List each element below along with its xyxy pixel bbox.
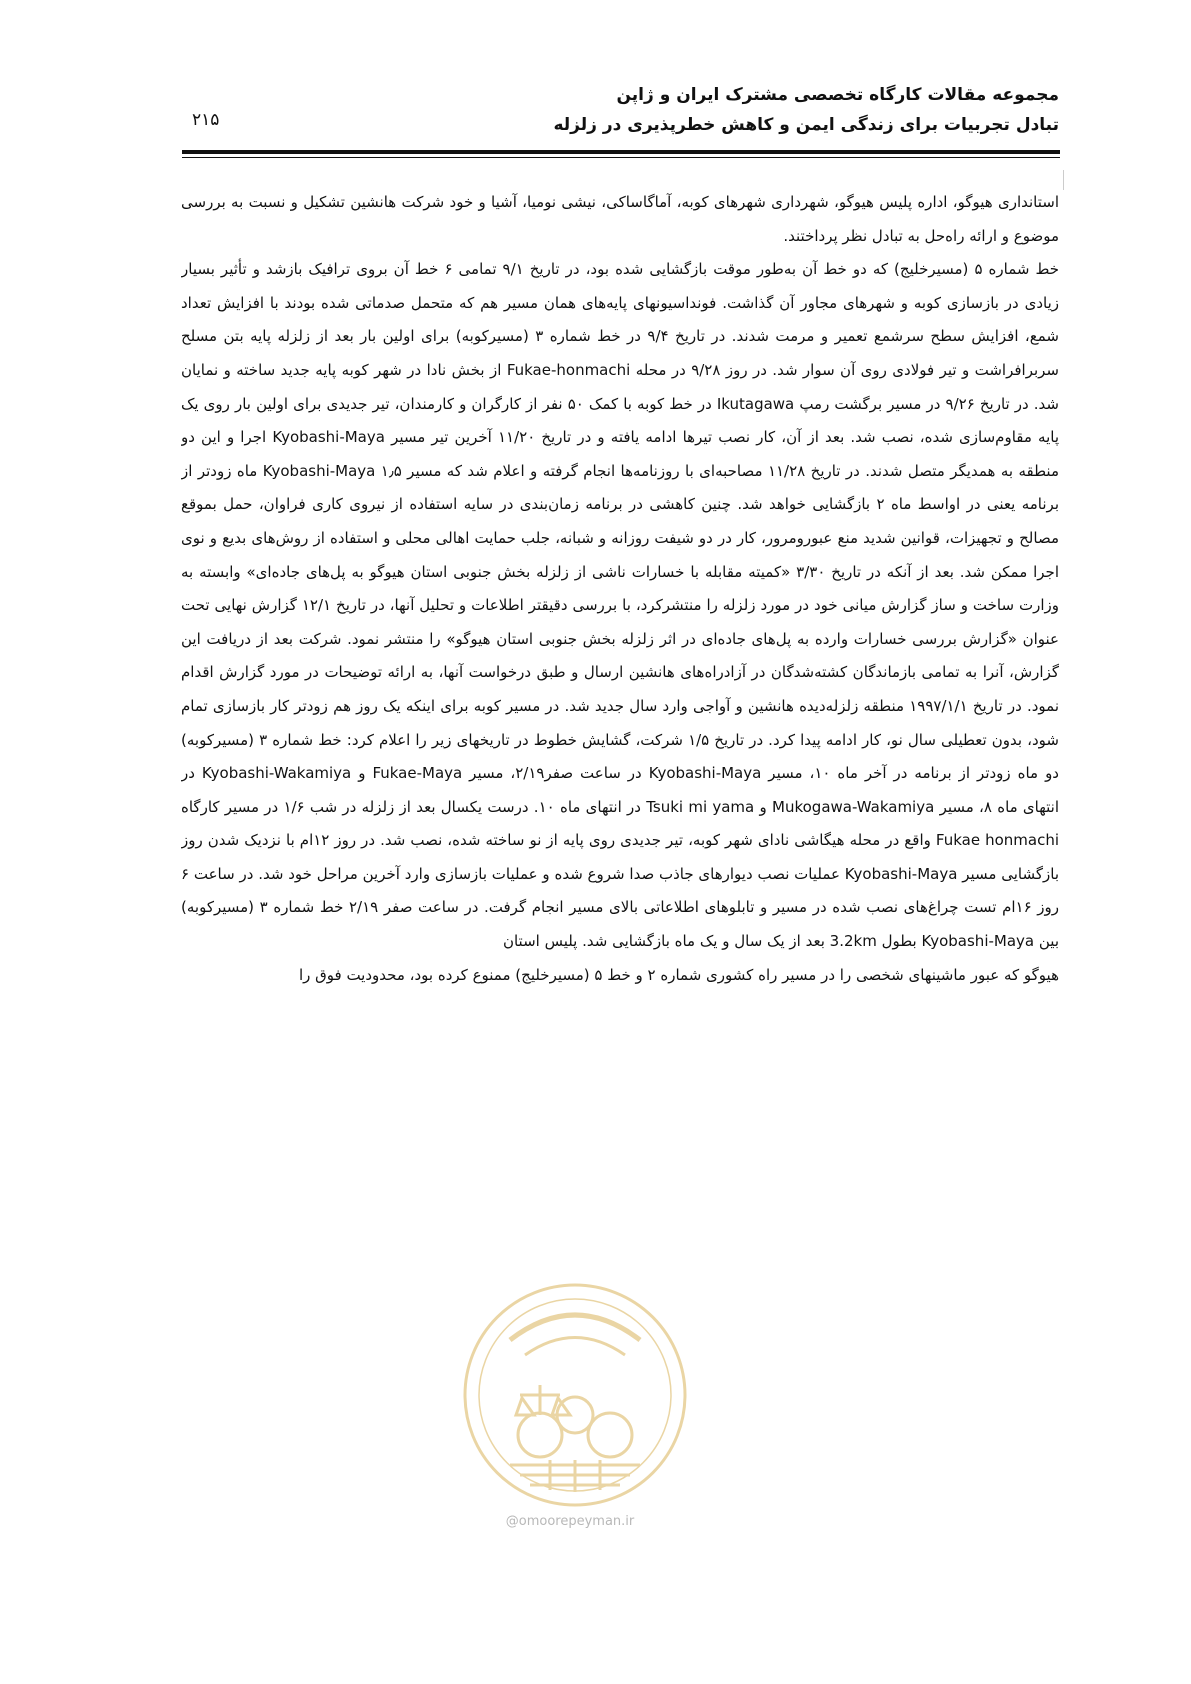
running-header: [339, 80, 1059, 140]
header-title-line2: تبادل تجربیات برای زندگی ایمن و کاهش خطرپذیری در زلزله: [553, 115, 1059, 135]
body-text: [181, 186, 1059, 1336]
header-rule-thin: [182, 157, 1060, 158]
body-paragraph: خط شماره ۵ (مسیرخلیج) که دو خط آن به‌طور موقت بازگشایی شده بود، در تاریخ ۹/۱ تمامی ۶ خط آن بروی ترافیک بازشد و تأثیر بسیار زیادی در بازسازی کوبه و شهرهای مجاور آن گذاشت. فونداسیونهای پایه‌های همان مسیر هم که متحمل صدماتی شده بودند با افزایش تعداد شمع، افزایش سطح سرشمع تعمیر و مرمت شدند. در تاریخ ۹/۴ در خط شماره ۳ (مسیرکوبه) برای اولین بار بعد از زلزله پایه بتن مسلح سربرافراشت و تیر فولادی روی آن سوار شد. در روز ۹/۲۸ در محله Fukae-honmachi از بخش نادا در شهر کوبه پایه جدید ساخته و نمایان شد. در تاریخ ۹/۲۶ در مسیر برگشت رمپ Ikutagawa در خط کوبه با کمک ۵۰ نفر از کارگران و کارمندان، تیر جدیدی برای اولین بار روی یک پایه مقاوم‌سازی شده، نصب شد. بعد از آن، کار نصب تیرها ادامه یافته و در تاریخ ۱۱/۲۰ آخرین تیر مسیر Kyobashi-Maya اجرا و این دو منطقه به همدیگر متصل شدند. در تاریخ ۱۱/۲۸ مصاحبه‌ای با روزنامه‌ها انجام گرفته و اعلام شد که مسیر Kyobashi-Maya ۱٫۵ ماه زودتر از برنامه یعنی در اواسط ماه ۲ بازگشایی خواهد شد. چنین کاهشی در برنامه زمان‌بندی در سایه استفاده از نیروی کاری فراوان، حمل بموقع مصالح و تجهیزات، قوانین شدید منع عبورومرور، کار در دو شیفت روزانه و شبانه، جلب حمایت اهالی محلی و استفاده از روش‌های بدیع و نوی اجرا ممکن شد. بعد از آنکه در تاریخ ۳/۳۰ «کمیته مقابله با خسارات ناشی از زلزله بخش جنوبی استان هیوگو به پل‌های جاده‌ای» وابسته به وزارت ساخت و ساز گزارش میانی خود در مورد زلزله را منتشرکرد، با بررسی دقیقتر اطلاعات و تحلیل آنها، در تاریخ ۱۲/۱ گزارش نهایی تحت عنوان «گزارش بررسی خسارات وارده به پل‌های جاده‌ای در اثر زلزله بخش جنوبی استان هیوگو» را منتشر نمود. شرکت بعد از دریافت این گزارش، آنرا به تمامی بازماندگان کشته‌شدگان در آزادراه‌های هانشین ارسال و طبق درخواست آنها، به ارائه توضیحات در مورد گزارش اقدام نمود. در تاریخ ۱۹۹۷/۱/۱ منطقه زلزله‌دیده هانشین و آواجی وارد سال جدید شد. در مسیر کوبه برای اینکه یک روز هم زودتر کار بازسازی تمام شود، بدون تعطیلی سال نو، کار ادامه پیدا کرد. در تاریخ ۱/۵ شرکت، گشایش خطوط در تاریخهای زیر را اعلام کرد: خط شماره ۳ (مسیرکوبه) دو ماه زودتر از برنامه در آخر ماه ۱۰، مسیر Kyobashi-Maya در ساعت صفر۲/۱۹، مسیر Fukae-Maya و Kyobashi-Wakamiya در انتهای ماه ۸، مسیر Mukogawa-Wakamiya و Tsuki mi yama در انتهای ماه ۱۰. درست یکسال بعد از زلزله در شب ۱/۶ در مسیر کارگاه Fukae honmachi واقع در محله هیگاشی نادای شهر کوبه، تیر جدیدی روی پایه از نو ساخته شده، نصب شد. در روز ۱۲ام با نزدیک شدن روز بازگشایی مسیر Kyobashi-Maya عملیات نصب دیوارهای جاذب صدا شروع شده و عملیات بازسازی وارد آخرین مراحل خود شد. در ساعت ۶ روز ۱۶ام تست چراغ‌های نصب شده در مسیر و تابلوهای اطلاعاتی بالای مسیر انجام گرفت. در ساعت صفر ۲/۱۹ خط شماره ۳ (مسیرکوبه) بین Kyobashi-Maya بطول 3.2km بعد از یک سال و یک ماه بازگشایی شد. پلیس استان: [181, 260, 1059, 951]
page-number: ۲۱۵: [192, 110, 220, 130]
header-title-line1: مجموعه مقالات کارگاه تخصصی مشترک ایران و ژاپن: [616, 85, 1059, 105]
scan-artifact-mark: [1063, 170, 1064, 190]
seal-emblem-icon: [450, 1270, 700, 1520]
watermark-url: @omoorepeyman.ir: [505, 1514, 635, 1529]
header-rule-thick: [182, 150, 1060, 154]
body-paragraph: هیوگو که عبور ماشینهای شخصی را در مسیر راه کشوری شماره ۲ و خط ۵ (مسیرخلیج) ممنوع کرده بود، محدودیت فوق را: [298, 965, 1059, 984]
body-paragraph: استانداری هیوگو، اداره پلیس هیوگو، شهرداری شهرهای کوبه، آماگاساکی، نیشی نومیا، آشیا و خود شرکت هانشین تشکیل و نسبت به بررسی موضوع و ارائه راه‌حل به تبادل نظر پرداختند.: [181, 193, 1059, 245]
